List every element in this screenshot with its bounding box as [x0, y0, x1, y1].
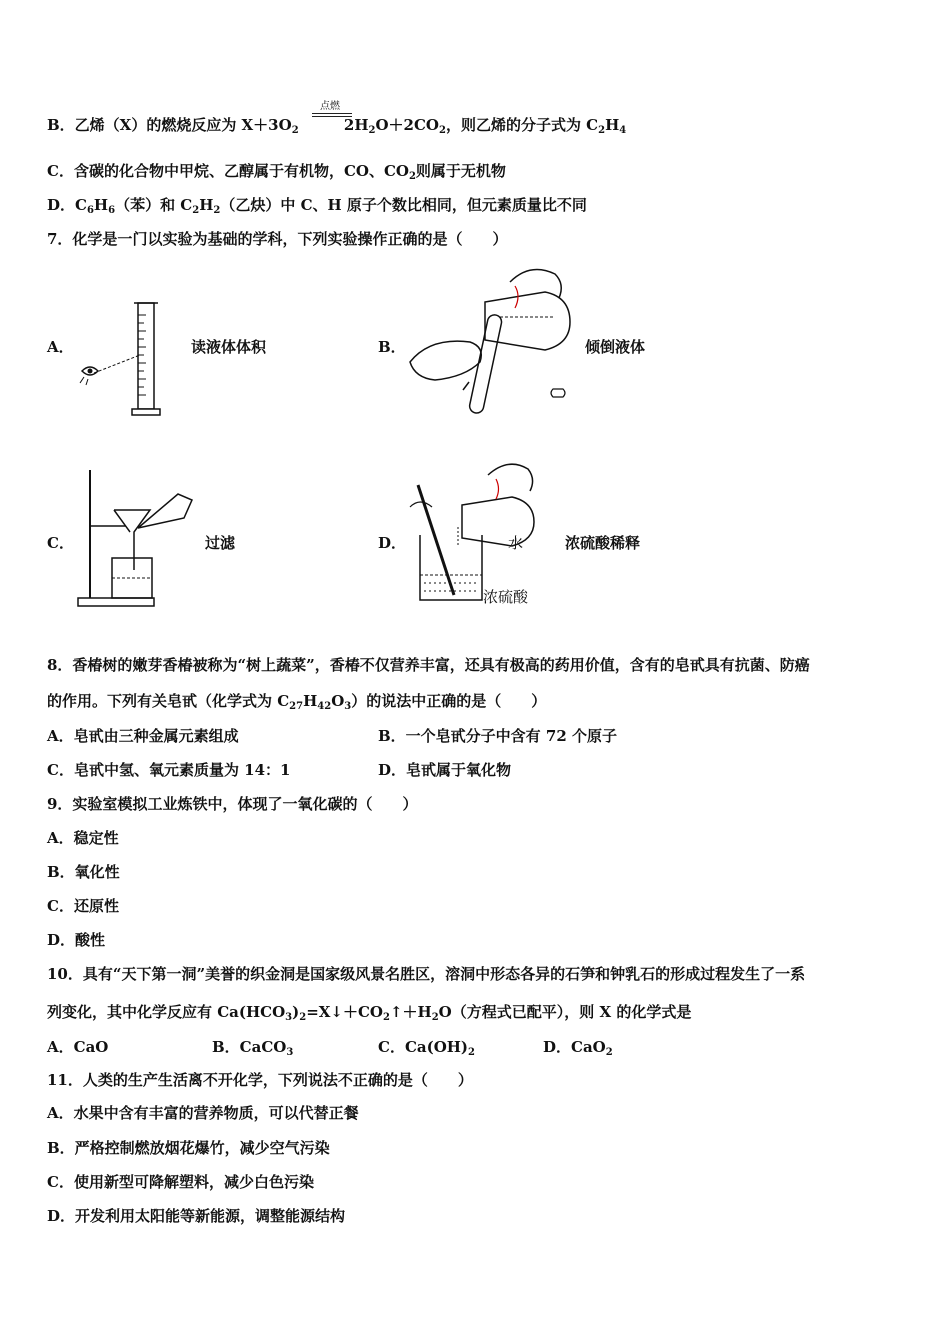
- label-concentrated-acid: 浓硫酸: [483, 588, 529, 606]
- q11-option-b: B．严格控制燃放烟花爆竹，减少空气污染: [47, 1139, 330, 1157]
- q8-stem-line2: 的作用。下列有关皂甙（化学式为 $C_{27}H_{42}O_3$）的说法中正确的是（ ）: [47, 692, 547, 712]
- q7-option-d-caption: 浓硫酸稀释: [565, 534, 641, 552]
- pouring-liquid-illustration: [405, 262, 585, 422]
- q9-option-a: A．稳定性: [47, 829, 119, 847]
- q10-stem-line2: 列变化，其中化学反应有 $Ca(HCO_3)_2=X↓+CO_2↑+H_2O$（方程式已配平），则 X 的化学式是: [47, 1003, 692, 1023]
- equals-bar-bottom: [312, 116, 352, 117]
- q9-option-d: D．酸性: [47, 931, 106, 949]
- label-water: 水: [508, 534, 524, 552]
- q8-option-b: B．一个皂甙分子中含有 72 个原子: [378, 727, 617, 745]
- q7-option-a-caption: 读液体体积: [191, 338, 267, 356]
- q7-option-d-letter: D．: [378, 534, 407, 552]
- q10-stem-line1: 10．具有“天下第一洞”美誉的织金洞是国家级风景名胜区，溶洞中形态各异的石笋和钟乳石的形成过程发生了一系: [47, 965, 806, 983]
- q11-option-d: D．开发利用太阳能等新能源，调整能源结构: [47, 1207, 346, 1225]
- q7-option-c-letter: C．: [47, 534, 74, 552]
- filtration-illustration: [76, 462, 196, 612]
- q8-stem-line1: 8．香椿树的嫩芽香椿被称为“树上蔬菜”，香椿不仅营养丰富，还具有极高的药用价值，含有的皂甙具有抗菌、防癌: [47, 656, 810, 674]
- q10-option-d: D．CaO$_2$: [543, 1038, 613, 1058]
- q8-option-c: C．皂甙中氢、氧元素质量为 14：1: [47, 761, 291, 779]
- equals-bar-top: [312, 113, 352, 114]
- q7-stem: 7．化学是一门以实验为基础的学科，下列实验操作正确的是（ ）: [47, 230, 508, 248]
- q8-option-a: A．皂甙由三种金属元素组成: [47, 727, 239, 745]
- q6-option-b: B．乙烯（X）的燃烧反应为 $X+3O_2$ $2H_2O+2CO_2$，则乙烯的分子式为 $C_2H_4$: [47, 116, 627, 136]
- q9-option-c: C．还原性: [47, 897, 119, 915]
- acid-dilution-illustration: [400, 455, 560, 615]
- q6-option-c: C．含碳的化合物中甲烷、乙醇属于有机物，CO、$CO_2$则属于无机物: [47, 162, 506, 182]
- q11-stem: 11．人类的生产生活离不开化学，下列说法不正确的是（ ）: [47, 1071, 473, 1089]
- q6-option-d: D．$C_6H_6$（苯）和 $C_2H_2$（乙炔）中 C、H 原子个数比相同，但元素质量比不同: [47, 196, 587, 216]
- q10-option-b: B．CaCO$_3$: [212, 1038, 294, 1058]
- graduated-cylinder-illustration: [70, 295, 180, 420]
- q10-option-c: C．$Ca(OH)_2$: [378, 1038, 475, 1058]
- q11-option-a: A．水果中含有丰富的营养物质，可以代替正餐: [47, 1104, 359, 1122]
- q7-option-b-letter: B．: [378, 338, 406, 356]
- q7-option-b-caption: 倾倒液体: [585, 338, 646, 356]
- q7-option-a-letter: A．: [47, 338, 74, 356]
- q10-option-a: A．CaO: [47, 1038, 109, 1056]
- q9-stem: 9．实验室模拟工业炼铁中，体现了一氧化碳的（ ）: [47, 795, 418, 813]
- q9-option-b: B．氧化性: [47, 863, 120, 881]
- q7-option-c-caption: 过滤: [205, 534, 236, 552]
- reaction-condition: 点燃: [320, 101, 340, 112]
- q8-option-d: D．皂甙属于氧化物: [378, 761, 512, 779]
- q11-option-c: C．使用新型可降解塑料，减少白色污染: [47, 1173, 314, 1191]
